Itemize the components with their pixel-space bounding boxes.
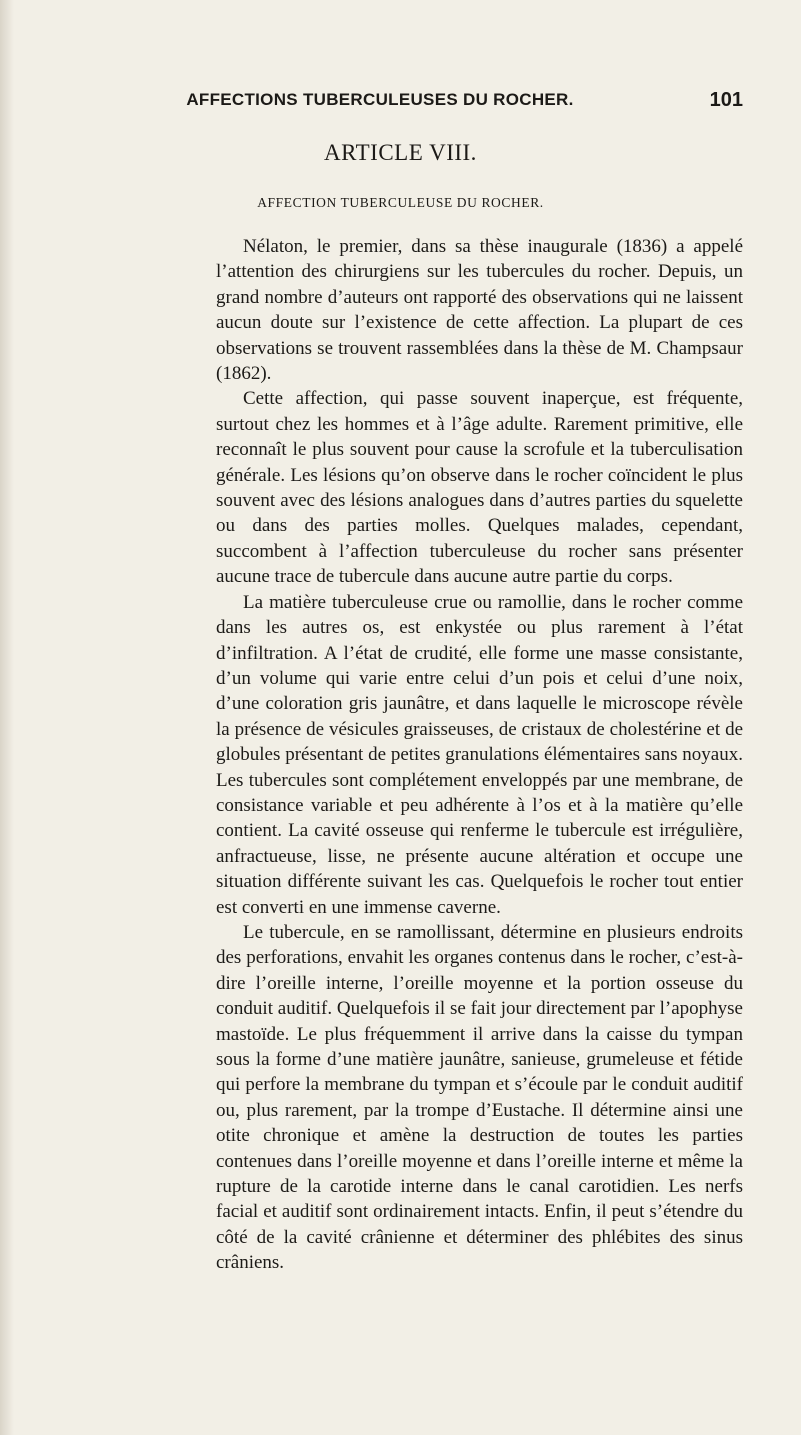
running-head-title: AFFECTIONS TUBERCULEUSES DU ROCHER. (186, 90, 574, 109)
running-head (0, 88, 801, 112)
paragraph: Cette affection, qui passe souvent inaperçue, est fréquente, surtout chez les hommes et à l’âge adulte. Rarement primitive, elle reconnaît le plus souvent pour cause la scrofule et la tuberculisation générale. Les lésions qu’on observe dans le rocher coïncident le plus souvent avec des lésions analogues dans d’autres parties du squelette ou dans des parties molles. Quelques malades, cependant, succombent à l’affection tuberculeuse du rocher sans présenter aucune trace de tubercule dans aucune autre partie du corps. (216, 388, 743, 588)
page-gutter-shadow (0, 0, 14, 1435)
section-title: AFFECTION TUBERCULEUSE DU ROCHER. (257, 195, 544, 210)
paragraph: Nélaton, le premier, dans sa thèse inaugurale (1836) a appelé l’attention des chirurgiens sur les tubercules du rocher. Depuis, un grand nombre d’auteurs ont rapporté des observations qui ne laissent aucun doute sur l’existence de cette affection. La plupart de ces observations se trouvent rassemblées dans la thèse de M. Champsaur (1862). (216, 236, 743, 385)
paragraph: La matière tuberculeuse crue ou ramollie, dans le rocher comme dans les autres os, est enkystée ou plus rarement à l’état d’infiltration. A l’état de crudité, elle forme une masse consistante, d’un volume qui varie entre celui d’un pois et celui d’une noix, d’une coloration gris jaunâtre, et dans laquelle le microscope révèle la présence de vésicules graisseuses, de cristaux de cholestérine et de globules présentant de petites granulations élémentaires sans noyaux. Les tubercules sont complétement enveloppés par une membrane, de consistance variable et peu adhérente à l’os et à la matière qu’elle contient. La cavité osseuse qui renferme le tubercule est irrégulière, anfractueuse, lisse, ne présente aucune altération et occupe une situation différente suivant les cas. Quelquefois le rocher tout entier est converti en une immense caverne. (216, 591, 743, 918)
page-number: 101 (709, 89, 743, 111)
article-title: ARTICLE VIII. (324, 140, 477, 165)
paragraph: Le tubercule, en se ramollissant, détermine en plusieurs endroits des perforations, envahit les organes contenus dans le rocher, c’est-à-dire l’oreille interne, l’oreille moyenne et la portion osseuse du conduit auditif. Quelquefois il se fait jour directement par l’apophyse mastoïde. Le plus fréquemment il arrive dans la caisse du tympan sous la forme d’une matière jaunâtre, sanieuse, grumeleuse et fétide qui perfore la membrane du tympan et s’écoule par le conduit auditif ou, plus rarement, par la trompe d’Eustache. Il détermine ainsi une otite chronique et amène la destruction de toutes les parties contenues dans l’oreille moyenne et dans l’oreille interne et même la rupture de la carotide interne dans le canal carotidien. Les nerfs facial et auditif sont ordinairement intacts. Enfin, il peut s’étendre du côté de la cavité crânienne et déterminer des phlébites des sinus crâniens. (216, 921, 743, 1274)
body-text (216, 234, 743, 1276)
